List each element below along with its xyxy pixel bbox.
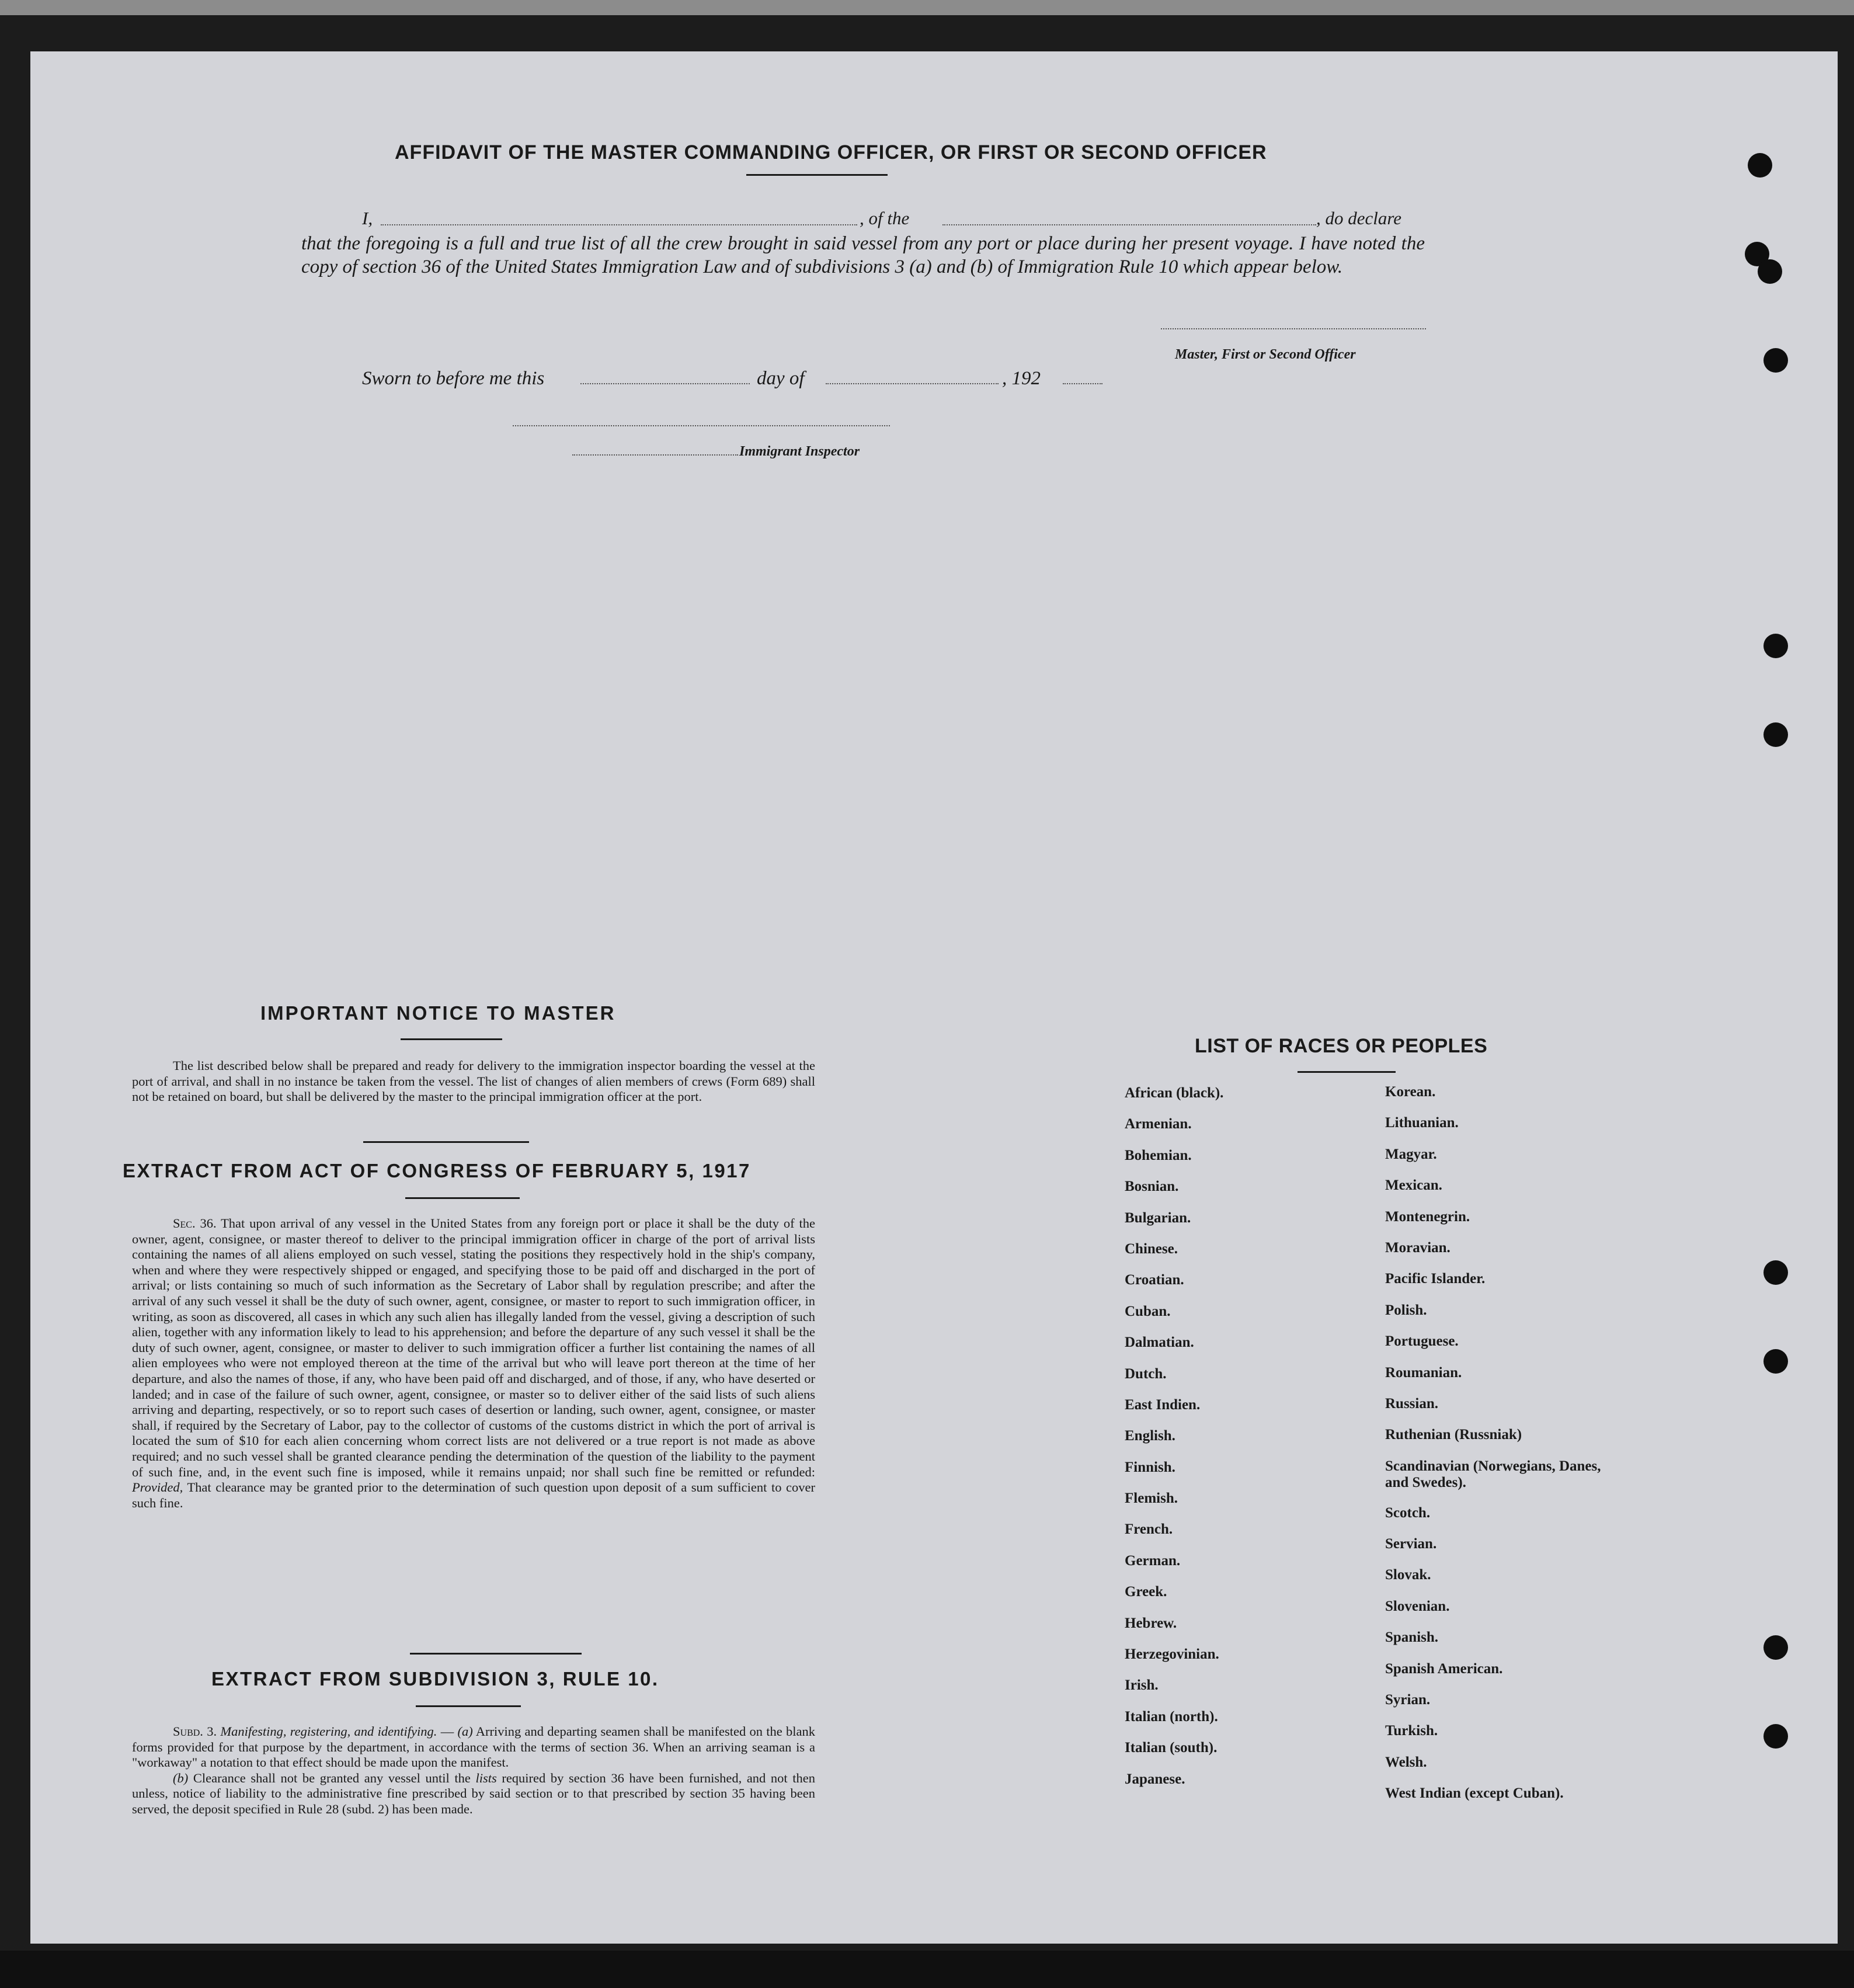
section-36-proviso: That clearance may be granted prior to the determination of such question upon deposit of a sum sufficient to cover such fine.	[132, 1480, 816, 1510]
vessel-blank[interactable]	[942, 224, 1316, 225]
race-item: Armenian.	[1125, 1116, 1192, 1132]
sworn-day-of-label: day of	[757, 368, 805, 389]
race-item: Dalmatian.	[1125, 1334, 1194, 1351]
rule-extract-title-rule	[416, 1705, 521, 1707]
punch-hole-icon	[1763, 1349, 1788, 1374]
notice-end-rule	[363, 1141, 529, 1143]
act-extract-title: EXTRACT FROM ACT OF CONGRESS OF FEBRUARY 5, 1917	[123, 1160, 751, 1181]
sworn-month-blank[interactable]	[826, 383, 999, 384]
race-item: Servian.	[1385, 1536, 1437, 1552]
race-item: Lithuanian.	[1385, 1115, 1459, 1131]
subd-lead: Subd. 3.	[173, 1724, 217, 1739]
notice-text	[132, 1058, 815, 1105]
sworn-day-blank[interactable]	[580, 383, 750, 384]
race-item: Turkish.	[1385, 1723, 1438, 1739]
race-item: Spanish.	[1385, 1629, 1439, 1646]
race-item: Pacific Islander.	[1385, 1271, 1486, 1287]
affidavit-statement: that the foregoing is a full and true list of all the crew brought in said vessel from any port or place during her present voyage. I have noted the copy of section 36 of the United States Immigration Law and of subdivisions 3 (a) and (b) of Immigration Rule 10 which appear below.	[301, 233, 1425, 277]
affidavit-title: AFFIDAVIT OF THE MASTER COMMANDING OFFICER, OR FIRST OR SECOND OFFICER	[395, 141, 1267, 164]
section-36-text: That upon arrival of any vessel in the United States from any foreign port or place it shall be the duty of the owner, agent, consignee, or master thereof to deliver to the principal immigration officer in charge of the port of arrival lists containing the names of all aliens employed on such vessel, stating the positions they respectively hold in the ship's company, when and where they were respectively shipped or engaged, and specifying those to be paid off and discharged in the port of arrival; or lists containing so much of such information as the Secretary of Labor shall by regulation prescribe; and after the arrival of any such vessel it shall be the duty of such owner, agent, consignee, or master to report to such immigration officer, in writing, as soon as discovered, all cases in which any such alien has illegally landed from the vessel, giving a description of such alien, together with any information likely to lead to his apprehension; and before the departure of any such vessel it shall be the duty of such owner, agent, consignee, or master to deliver to such immigration officer a further list containing the names of all alien employees who were not employed thereon at the time of the arrival but who will leave port thereon at the time of her departure, and also the names of those, if any, who have been paid off and discharged, and of those, if any, who have deserted or landed; and in case of the failure of such owner, agent, consignee, or master so to deliver either of the said lists of such aliens arriving and departing, respectively, or so to report such cases of desertion or landing, such owner, agent, consignee, or master shall, if required by the Secretary of Labor, pay to the collector of customs of the customs district in which the port of arrival is located the sum of $10 for each alien concerning whom correct lists are not delivered or a true report is not made as above required; and no such vessel shall be granted clearance pending the determination of the question of the liability to the payment of such fine, and, in the event such fine is imposed, while it remains unpaid; nor shall such fine be remitted or refunded:	[132, 1216, 815, 1479]
race-item: Roumanian.	[1385, 1364, 1462, 1381]
inspector-signature-blank-2[interactable]	[572, 454, 738, 456]
race-item: Bulgarian.	[1125, 1210, 1191, 1226]
race-item: Italian (south).	[1125, 1740, 1218, 1756]
race-item: Mexican.	[1385, 1177, 1442, 1194]
race-item: Hebrew.	[1125, 1615, 1177, 1631]
race-item: German.	[1125, 1552, 1181, 1569]
race-item: Greek.	[1125, 1584, 1167, 1600]
race-item: Spanish American.	[1385, 1660, 1503, 1677]
race-item: Herzegovinian.	[1125, 1646, 1219, 1663]
race-item: Slovenian.	[1385, 1598, 1450, 1614]
races-right-column	[1385, 1084, 1607, 1817]
act-extract-title-rule	[405, 1197, 520, 1199]
inspector-signature-blank-1[interactable]	[513, 425, 890, 426]
race-item: French.	[1125, 1521, 1173, 1538]
race-item: Irish.	[1125, 1677, 1159, 1694]
race-item: West Indian (except Cuban).	[1385, 1785, 1564, 1802]
officer-signature-blank[interactable]	[1161, 328, 1426, 329]
races-title-rule	[1298, 1071, 1396, 1073]
affidavit-i-label: I,	[362, 208, 373, 228]
race-item: Scotch.	[1385, 1504, 1431, 1521]
inspector-signature-label: Immigrant Inspector	[739, 444, 860, 459]
scan-top-edge	[0, 0, 1854, 15]
act-extract-text	[132, 1216, 815, 1511]
affidavit-declare-label: , do declare	[1316, 208, 1402, 228]
sworn-year-label: , 192	[1002, 368, 1041, 389]
race-item: East Indien.	[1125, 1396, 1201, 1413]
sworn-year-blank[interactable]	[1063, 383, 1102, 384]
punch-hole-icon	[1763, 348, 1788, 373]
para-a-text: Arriving and departing seamen shall be manifested on the blank forms provided for that purpose by the department, in accordance with the terms of section 36. When an arriving seaman is a "workaway" a notation to that effect should be made upon the manifest.	[132, 1724, 816, 1770]
section-lead: Sec. 36.	[173, 1216, 217, 1231]
affidavit-of-the-label: , of the	[860, 208, 910, 228]
races-left-column	[1125, 1085, 1223, 1802]
race-item: Slovak.	[1385, 1567, 1431, 1583]
race-item: Welsh.	[1385, 1754, 1427, 1770]
race-item: Bohemian.	[1125, 1147, 1192, 1163]
subd-heading: Manifesting, registering, and identifying.	[220, 1724, 437, 1739]
name-blank[interactable]	[381, 224, 857, 225]
para-b-mark: (b)	[173, 1770, 189, 1785]
rule-extract-text: Subd. 3. Manifesting, registering, and identifying. — (a) Arriving and departing seamen shall be manifested on the blank forms provided for that purpose by the department, in accordance with the terms of section 36. When an arriving seaman is a "workaway" a notation to that effect should be made upon the manifest. (b) Clearance shall not be granted any vessel until the lists required by section 36 have been furnished, and not then unless, notice of liability to the administrative fine prescribed by said section or to that prescribed by section 35 having been served, the deposit specified in Rule 28 (subd. 2) has been made.	[132, 1724, 816, 1816]
race-item: African (black).	[1125, 1085, 1224, 1101]
race-item: Chinese.	[1125, 1240, 1178, 1257]
punch-hole-icon	[1758, 259, 1782, 284]
race-item: Scandinavian (Norwegians, Danes, and Swedes).	[1385, 1458, 1601, 1490]
notice-paragraph: The list described below shall be prepared and ready for delivery to the immigration inspector boarding the vessel at the port of arrival, and shall in no instance be taken from the vessel. The list of changes of alien members of crews (Form 689) shall not be retained on board, but shall be delivered by the master to the principal immigration officer at the port.	[132, 1058, 815, 1104]
punch-hole-icon	[1763, 1635, 1788, 1660]
affidavit-title-rule	[746, 174, 888, 176]
provided-label: Provided,	[132, 1480, 183, 1495]
race-item: Bosnian.	[1125, 1179, 1179, 1195]
para-a-mark: (a)	[457, 1724, 473, 1739]
race-item: Italian (north).	[1125, 1708, 1218, 1725]
act-extract-end-rule	[410, 1653, 582, 1655]
notice-title-rule	[401, 1038, 502, 1040]
race-item: Montenegrin.	[1385, 1208, 1470, 1225]
race-item: Moravian.	[1385, 1239, 1450, 1256]
punch-hole-icon	[1748, 153, 1772, 178]
race-item: Cuban.	[1125, 1303, 1171, 1319]
race-item: Ruthenian (Russniak)	[1385, 1427, 1522, 1443]
race-item: Magyar.	[1385, 1146, 1437, 1162]
race-item: Russian.	[1385, 1395, 1439, 1412]
notice-title: IMPORTANT NOTICE TO MASTER	[260, 1002, 616, 1024]
race-item: Croatian.	[1125, 1272, 1184, 1288]
scan-bottom-edge	[0, 1951, 1854, 1988]
race-item: Polish.	[1385, 1302, 1427, 1318]
race-item: Flemish.	[1125, 1490, 1178, 1507]
punch-hole-icon	[1763, 634, 1788, 658]
race-item: Dutch.	[1125, 1365, 1167, 1382]
punch-hole-icon	[1763, 1724, 1788, 1749]
races-title: LIST OF RACES OR PEOPLES	[1195, 1035, 1488, 1057]
punch-hole-icon	[1763, 1260, 1788, 1285]
race-item: Portuguese.	[1385, 1333, 1459, 1350]
race-item: English.	[1125, 1428, 1175, 1444]
para-b-lists: lists	[475, 1770, 497, 1785]
race-item: Finnish.	[1125, 1459, 1175, 1475]
punch-hole-icon	[1763, 722, 1788, 747]
race-item: Syrian.	[1385, 1692, 1431, 1708]
race-item: Japanese.	[1125, 1771, 1185, 1787]
officer-signature-label: Master, First or Second Officer	[1175, 347, 1356, 362]
para-b-text-1: Clearance shall not be granted any vessel until the	[193, 1770, 471, 1785]
race-item: Korean.	[1385, 1084, 1436, 1100]
rule-extract-title: EXTRACT FROM SUBDIVISION 3, RULE 10.	[211, 1668, 659, 1690]
para-b-text-2: required by section 36 have been furnished, and not then unless, notice of liability to the administrative fine prescribed by said section or to that prescribed by section 35 having been served, the deposit specified in Rule 28 (subd. 2) has been made.	[132, 1770, 816, 1816]
sworn-prefix: Sworn to before me this	[362, 368, 545, 389]
